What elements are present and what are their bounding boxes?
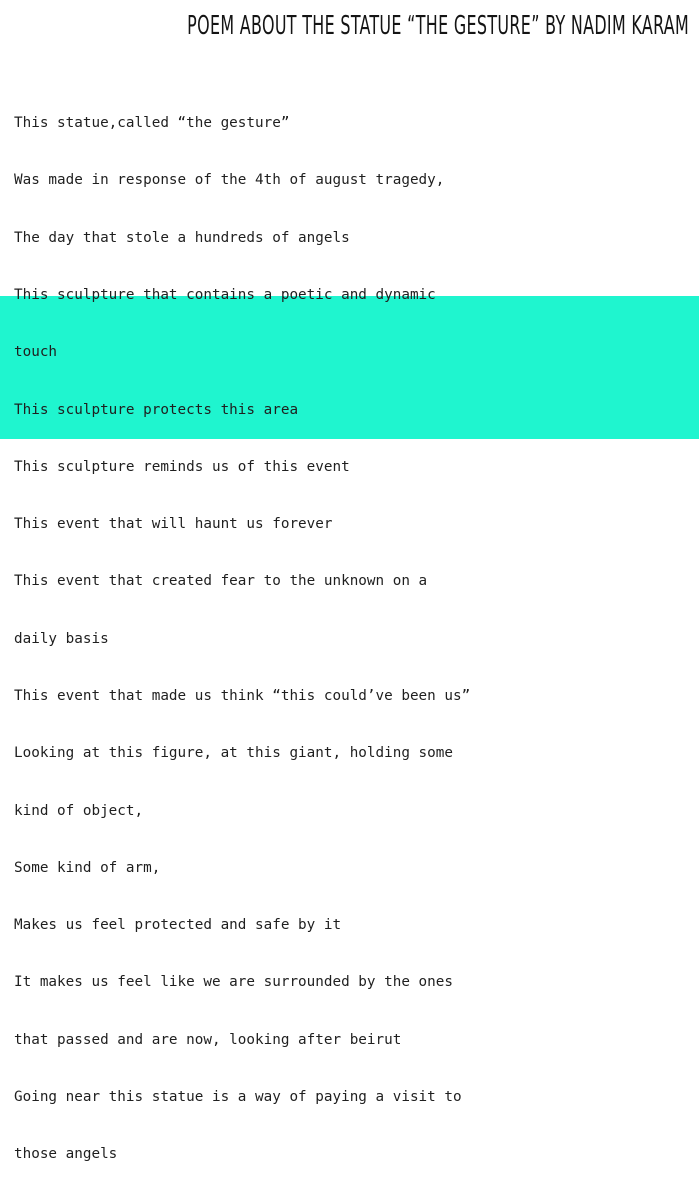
poem-line: This event that made us think “this could’ve been us”: [14, 688, 471, 704]
poem-line: This event that will haunt us forever: [14, 516, 333, 533]
poem-line: This sculpture protects this area: [14, 401, 299, 418]
poem-body: [14, 76, 470, 1183]
poem-line: those angels: [14, 1146, 118, 1163]
poem-line: daily basis: [14, 630, 109, 647]
poem-line: Some kind of arm,: [14, 859, 161, 876]
poem-line: kind of object,: [14, 802, 144, 819]
poem-line: This sculpture reminds us of this event: [14, 458, 350, 475]
poem-line: The day that stole a hundreds of angels: [14, 229, 350, 246]
page-title: POEM ABOUT THE STATUE “THE GESTURE” BY NADIM KARAM: [187, 11, 689, 41]
poem-line: Was made in response of the 4th of august tragedy,: [14, 172, 445, 189]
poem-line: Looking at this figure, at this giant, holding some: [14, 745, 453, 762]
poem-line: Makes us feel protected and safe by it: [14, 917, 342, 934]
poem-line: Going near this statue is a way of paying a visit to: [14, 1088, 462, 1105]
poem-line: This statue,called “the gesture”: [14, 115, 290, 132]
poem-line: It makes us feel like we are surrounded by the ones: [14, 974, 453, 991]
poem-line: touch: [14, 344, 58, 361]
poem-line: This sculpture that contains a poetic and dynamic: [14, 287, 436, 304]
poem-line: This event that created fear to the unknown on a: [14, 573, 428, 590]
poem-line: that passed and are now, looking after beirut: [14, 1031, 402, 1048]
